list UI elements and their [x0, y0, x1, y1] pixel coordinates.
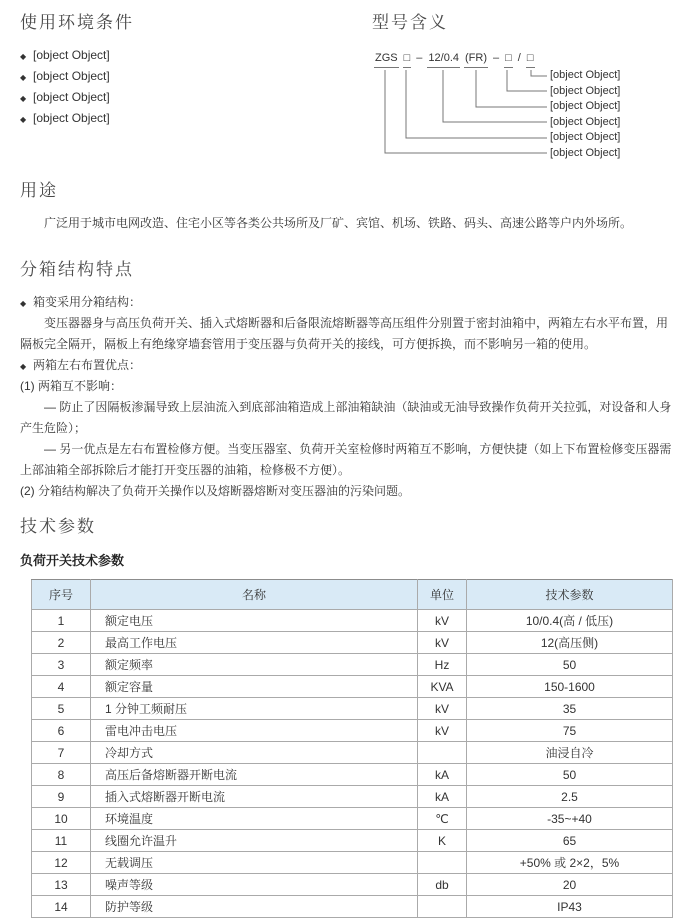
environment-item: ◆ [object Object]: [20, 45, 360, 66]
structure-section: [20, 259, 674, 502]
cell-name: 环境温度: [91, 808, 418, 830]
parameters-table-body: [32, 610, 673, 918]
model-code-token: /: [517, 52, 521, 64]
leader-line: [385, 70, 547, 153]
table-row: [32, 632, 673, 654]
structure-line: — 另一优点是左右布置检修方便。当变压器室、负荷开关室检修时两箱互不影响，方便快捷（如上下布置检修变压器需上部油箱全部拆除后才能打开变压器的油箱，检修极不方便）。: [20, 442, 672, 477]
cell-unit: kA: [418, 786, 467, 808]
table-row: [32, 698, 673, 720]
cell-index: 7: [32, 742, 91, 764]
structure-line: (1) 两箱互不影响：: [20, 379, 123, 393]
model-meaning-section: [372, 12, 694, 164]
cell-unit: [418, 896, 467, 918]
model-label: [object Object]: [550, 131, 621, 143]
structure-line: 变压器器身与高压负荷开关、插入式熔断器和后备限流熔断器等高压组件分别置于密封油箱中，两箱左右水平布置，用隔板完全隔开，隔板上有绝缘穿墙套管用于变压器与负荷开关的接线，可方便拆换，而不影响另一箱的使用。: [20, 316, 669, 351]
cell-unit: [418, 852, 467, 874]
model-code-token: 12/0.4: [427, 52, 460, 68]
cell-name: 1 分钟工频耐压: [91, 698, 418, 720]
structure-title: 分箱结构特点: [20, 260, 134, 279]
cell-index: 6: [32, 720, 91, 742]
model-label: [object Object]: [550, 115, 621, 128]
cell-unit: Hz: [418, 654, 467, 676]
cell-value: 20: [467, 874, 673, 896]
cell-value: 35: [467, 698, 673, 720]
model-code-token: □: [526, 52, 535, 68]
table-row: [32, 874, 673, 896]
environment-section: [20, 12, 360, 129]
cell-index: 11: [32, 830, 91, 852]
model-label: [object Object]: [550, 69, 621, 81]
cell-unit: db: [418, 874, 467, 896]
model-code-token: –: [493, 52, 500, 64]
cell-value: 12(高压侧): [467, 632, 673, 654]
cell-value: 150-1600: [467, 676, 673, 698]
cell-unit: kV: [418, 698, 467, 720]
table-row: [32, 676, 673, 698]
cell-name: 无载调压: [91, 852, 418, 874]
cell-value: 50: [467, 764, 673, 786]
cell-index: 10: [32, 808, 91, 830]
model-labels: [550, 68, 620, 161]
cell-name: 噪声等级: [91, 874, 418, 896]
leader-line: [443, 70, 547, 122]
table-row: [32, 654, 673, 676]
cell-index: 13: [32, 874, 91, 896]
model-code-token: (FR): [464, 52, 488, 68]
parameters-table: [31, 579, 673, 918]
cell-name: 防护等级: [91, 896, 418, 918]
cell-index: 1: [32, 610, 91, 632]
table-row: [32, 896, 673, 918]
cell-name: 高压后备熔断器开断电流: [91, 764, 418, 786]
table-row: [32, 786, 673, 808]
cell-value: +50% 或 2×2，5%: [467, 852, 673, 874]
cell-value: 10/0.4(高 / 低压): [467, 610, 673, 632]
load-switch-parameters-subtitle: 负荷开关技术参数: [20, 553, 125, 568]
table-header-row: [32, 580, 673, 610]
environment-item: ◆ [object Object]: [20, 66, 360, 87]
table-row: [32, 764, 673, 786]
cell-value: 65: [467, 830, 673, 852]
environment-item: ◆ [object Object]: [20, 87, 360, 108]
cell-unit: kV: [418, 720, 467, 742]
model-label: [object Object]: [550, 84, 621, 97]
cell-name: 最高工作电压: [91, 632, 418, 654]
cell-unit: ℃: [418, 808, 467, 830]
structure-line: ◆ 两箱左右布置优点：: [20, 355, 674, 376]
cell-unit: kV: [418, 632, 467, 654]
model-code-token: ZGS: [374, 52, 399, 68]
table-row: [32, 830, 673, 852]
cell-value: 油浸自冷: [467, 742, 673, 764]
cell-name: 额定频率: [91, 654, 418, 676]
model-meaning-title: 型号含义: [372, 13, 448, 32]
cell-index: 8: [32, 764, 91, 786]
technical-parameters-section: [20, 516, 674, 918]
purpose-section: [20, 180, 674, 233]
structure-lines: [20, 292, 674, 502]
cell-value: 75: [467, 720, 673, 742]
cell-value: -35~+40: [467, 808, 673, 830]
model-code-token: –: [416, 52, 423, 64]
cell-value: IP43: [467, 896, 673, 918]
environment-title: 使用环境条件: [20, 13, 134, 32]
col-header-value: 技术参数: [467, 580, 673, 610]
model-label: [object Object]: [550, 100, 621, 112]
cell-name: 插入式熔断器开断电流: [91, 786, 418, 808]
structure-line: — 防止了因隔板渗漏导致上层油流入到底部油箱造成上部油箱缺油（缺油或无油导致操作负荷开关拉弧，对设备和人身产生危险）；: [20, 400, 672, 435]
cell-unit: kV: [418, 610, 467, 632]
col-header-index: 序号: [32, 580, 91, 610]
cell-index: 5: [32, 698, 91, 720]
table-row: [32, 742, 673, 764]
cell-unit: [418, 742, 467, 764]
col-header-name: 名称: [91, 580, 418, 610]
structure-line: (2) 分箱结构解决了负荷开关操作以及熔断器熔断对变压器油的污染问题。: [20, 484, 411, 498]
cell-value: 2.5: [467, 786, 673, 808]
technical-parameters-title: 技术参数: [20, 517, 96, 536]
table-row: [32, 852, 673, 874]
cell-name: 额定容量: [91, 676, 418, 698]
cell-index: 12: [32, 852, 91, 874]
model-label: [object Object]: [550, 146, 621, 159]
cell-value: 50: [467, 654, 673, 676]
cell-index: 3: [32, 654, 91, 676]
purpose-title: 用途: [20, 181, 58, 200]
cell-unit: K: [418, 830, 467, 852]
table-row: [32, 610, 673, 632]
cell-name: 雷电冲击电压: [91, 720, 418, 742]
top-region: [0, 0, 694, 170]
cell-index: 9: [32, 786, 91, 808]
table-row: [32, 808, 673, 830]
cell-index: 4: [32, 676, 91, 698]
leader-line: [507, 70, 547, 91]
cell-index: 14: [32, 896, 91, 918]
structure-line: ◆ 箱变采用分箱结构：: [20, 292, 674, 313]
model-diagram-lines: [372, 12, 694, 164]
environment-item: ◆ [object Object]: [20, 108, 360, 129]
cell-name: 冷却方式: [91, 742, 418, 764]
cell-name: 线圈允许温升: [91, 830, 418, 852]
model-code-token: □: [504, 52, 513, 68]
parameters-table-head: [32, 580, 673, 610]
table-row: [32, 720, 673, 742]
model-code-token: □: [403, 52, 412, 68]
environment-list: [20, 45, 360, 129]
leader-line: [531, 70, 547, 76]
cell-unit: KVA: [418, 676, 467, 698]
col-header-unit: 单位: [418, 580, 467, 610]
purpose-text: 广泛用于城市电网改造、住宅小区等各类公共场所及厂矿、宾馆、机场、铁路、码头、高速公路等户内外场所。: [44, 216, 633, 230]
cell-index: 2: [32, 632, 91, 654]
cell-name: 额定电压: [91, 610, 418, 632]
cell-unit: kA: [418, 764, 467, 786]
